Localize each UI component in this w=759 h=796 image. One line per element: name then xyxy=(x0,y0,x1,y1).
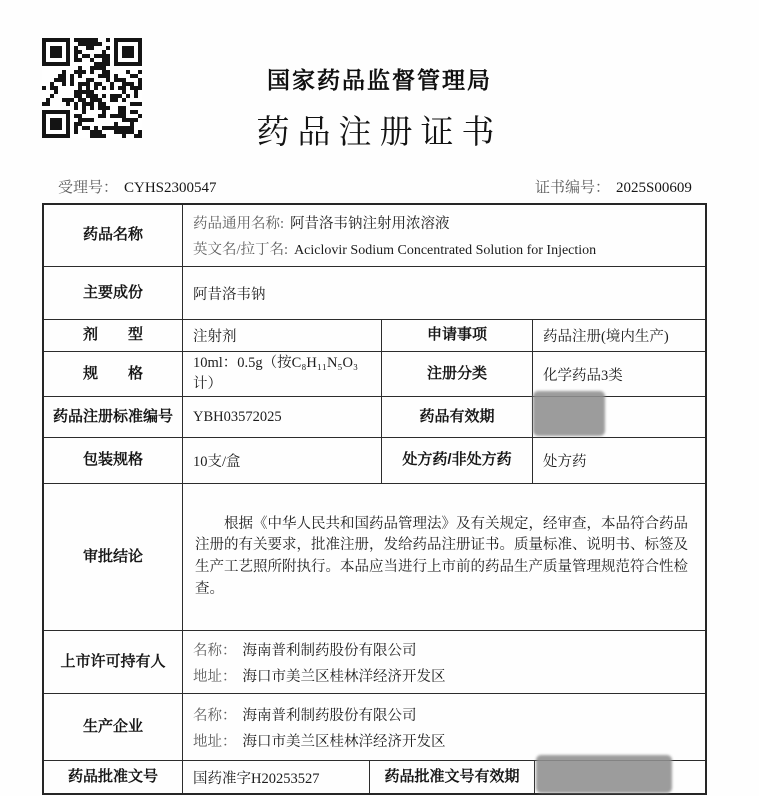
dosage-form-label: 剂 型 xyxy=(44,320,183,351)
mah-address-key: 地址： xyxy=(193,668,237,685)
specification-label: 规 格 xyxy=(44,352,183,396)
english-name-line xyxy=(193,238,596,259)
manufacturer-address-key: 地址： xyxy=(193,733,237,750)
standard-number-label: 药品注册标准编号 xyxy=(44,397,183,437)
generic-name-line xyxy=(193,212,450,233)
redaction-smudge-approval-validity xyxy=(536,755,672,793)
redaction-smudge-validity xyxy=(533,391,605,436)
row-package-rx xyxy=(44,438,705,484)
manufacturer-name-line xyxy=(193,704,417,725)
package-spec-label: 包装规格 xyxy=(44,438,183,483)
main-ingredient-label: 主要成份 xyxy=(44,267,183,319)
row-drug-name xyxy=(44,205,705,267)
rx-otc-label: 处方药/非处方药 xyxy=(382,438,533,483)
row-manufacturer xyxy=(44,694,705,761)
issuing-authority: 国家药品监督管理局 xyxy=(267,67,492,93)
approval-conclusion-text: 根据《中华人民共和国药品管理法》及有关规定，经审查，本品符合药品注册的有关要求，批准注册，发给药品注册证书。质量标准、说明书、标签及生产工艺照所附执行。本品应当进行上市前的药品生产质量管理规范符合性检查。 xyxy=(195,515,688,597)
rx-otc-value: 处方药 xyxy=(543,454,587,470)
mah-address-line xyxy=(193,665,446,686)
certificate-number-label: 证书编号： xyxy=(535,180,611,196)
english-name-value: Aciclovir Sodium Concentrated Solution for Injection xyxy=(294,243,597,258)
drug-name-value xyxy=(183,205,705,266)
row-spec-category xyxy=(44,352,705,397)
manufacturer-label: 生产企业 xyxy=(44,694,183,760)
registration-category-label: 注册分类 xyxy=(382,352,533,396)
drug-name-label: 药品名称 xyxy=(44,205,183,266)
generic-name-key: 药品通用名称: xyxy=(193,216,285,232)
manufacturer-address-line xyxy=(193,730,446,751)
main-ingredient-value: 阿昔洛韦钠 xyxy=(193,286,266,303)
certificate-table xyxy=(42,203,707,795)
mah-label: 上市许可持有人 xyxy=(44,631,183,693)
approval-number-validity-label: 药品批准文号有效期 xyxy=(370,761,535,793)
registration-category-value: 化学药品3类 xyxy=(543,367,623,384)
certificate-title: 药品注册证书 xyxy=(256,115,503,151)
certificate-meta xyxy=(0,176,759,198)
generic-name-value: 阿昔洛韦钠注射用浓溶液 xyxy=(290,216,450,232)
acceptance-number-label: 受理号： xyxy=(58,180,119,196)
acceptance-number xyxy=(58,176,217,197)
certificate-number-value: 2025S00609 xyxy=(616,180,692,196)
mah-name-key: 名称： xyxy=(193,642,237,659)
row-dosage-application xyxy=(44,320,705,352)
row-approval-conclusion xyxy=(44,484,705,631)
approval-number-value: 国药准字H20253527 xyxy=(183,761,370,793)
application-item-value: 药品注册(境内生产) xyxy=(543,329,669,345)
approval-number-label: 药品批准文号 xyxy=(44,761,183,793)
manufacturer-address-value: 海口市美兰区桂林洋经济开发区 xyxy=(242,733,446,750)
approval-conclusion-label: 审批结论 xyxy=(44,484,183,630)
validity-period-label: 药品有效期 xyxy=(382,397,533,437)
mah-name-line xyxy=(193,639,417,660)
application-item-label: 申请事项 xyxy=(382,320,533,351)
certificate-number xyxy=(535,176,692,197)
package-spec-value: 10支/盒 xyxy=(183,438,382,483)
manufacturer-value xyxy=(183,694,705,760)
row-standard-validity xyxy=(44,397,705,438)
manufacturer-name-value: 海南普利制药股份有限公司 xyxy=(242,707,417,724)
row-main-ingredient xyxy=(44,267,705,320)
specification-value: 10ml：0.5g（按C₈H₁₁N₅O₃计） xyxy=(193,354,359,392)
manufacturer-name-key: 名称： xyxy=(193,707,237,724)
dosage-form-value: 注射剂 xyxy=(183,320,382,351)
acceptance-number-value: CYHS2300547 xyxy=(124,180,217,196)
row-mah xyxy=(44,631,705,694)
english-name-key: 英文名/拉丁名: xyxy=(193,242,289,258)
standard-number-value: YBH03572025 xyxy=(183,397,382,437)
mah-name-value: 海南普利制药股份有限公司 xyxy=(242,642,417,659)
mah-address-value: 海口市美兰区桂林洋经济开发区 xyxy=(242,668,446,685)
mah-value xyxy=(183,631,705,693)
